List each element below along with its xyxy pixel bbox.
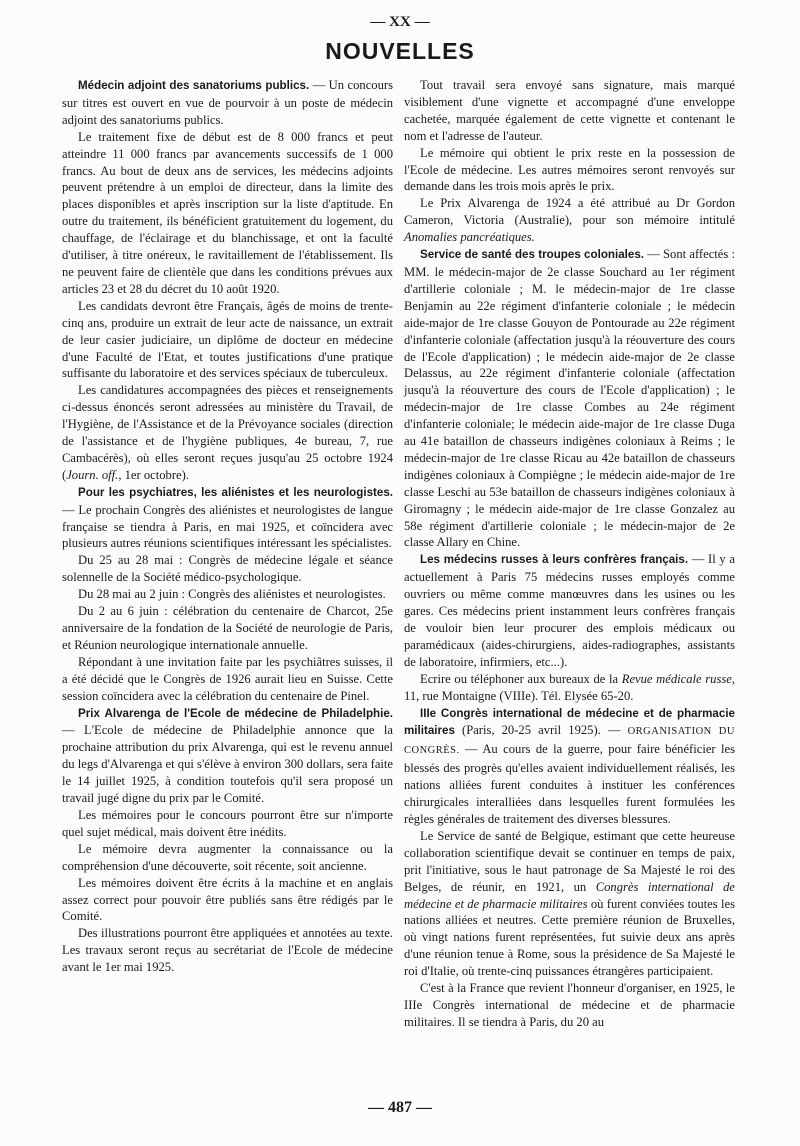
article-medecins-russes: Les médecins russes à leurs confrères français. — Il y a actuellement à Paris 75 médecins russes employés comme ouvriers ou même comme manœuvres dans les usines ou les gares. Ces médecins prient instamment leurs confrères français de vouloir bien leur procurer des emplois médicaux ou paramédicaux (aides-chirurgiens, aides-radiographes, assistants de laboratoire, infirmiers, etc...).	[404, 552, 735, 669]
paragraph: C'est à la France que revient l'honneur d'organiser, en 1925, le IIIe Congrès international de médecine et de pharmacie militaires. Il se tiendra à Paris, du 20 au	[404, 981, 735, 1029]
paragraph: Les mémoires doivent être écrits à la machine et en anglais assez correct pour pouvoir être publiés sans être rédigés par le Comité.	[62, 875, 393, 924]
heading-sanatoriums: Médecin adjoint des sanatoriums publics.	[78, 79, 310, 92]
paragraph: Le mémoire qui obtient le prix reste en la possession de l'Ecole de médecine. Les autres mémoires seront renvoyés sur demande dans les trois mois après le prix.	[404, 145, 735, 194]
article-congres-militaire: IIIe Congrès international de médecine et de pharmacie militaires (Paris, 20-25 avril 1925). — ORGANISATION DU CONGRÈS. — Au cours de la guerre, pour faire bénéficier les blessés des progrès qu'elles avaient individuellement réalisés, les nations alliées furent conduites à instituer les conférences chirurgicales interalliées dans lesquelles furent formulées les règles générales de traitement des diverses blessures.	[404, 706, 735, 826]
paragraph: Les mémoires pour le concours pourront être sur n'importe quel sujet médical, mais doivent être inédits.	[62, 807, 393, 839]
article-troupes-coloniales: Service de santé des troupes coloniales. — Sont affectés : MM. le médecin-major de 2e classe Souchard au 1er régiment d'artillerie coloniale ; M. le médecin-major de 1re classe Benjamin au 22e régiment d'infanterie coloniale ; le médecin aide-major de 1re classe Gouyon de Pontourade au 22e régiment d'infanterie coloniale (affectation jusqu'à la réouverture des cours de l'Ecole d'application) ; le médecin aide-major de 2e classe Delassus, au 22e régiment d'infanterie coloniale (affectation jusqu'à la réouverture des cours de l'Ecole d'application) ; le médecin-major de 1re classe Combes au 24e régiment d'infanterie coloniale; le médecin aide-major de 1re classe Duga au 41e bataillon de chasseurs indigènes coloniaux à Reims ; le médecin-major de 1re classe Ricau au 42e bataillon de chasseurs indigènes coloniaux à Compiègne ; le médecin aide-major de 1re classe Leschi au 53e bataillon de chasseurs indigènes coloniaux à Giromagny ; le médecin aide-major de 1re classe Gonzalez au 58e régiment d'artillerie coloniale ; le médecin-major de 2e classe Allary en Chine.	[404, 247, 735, 550]
page-roman-numeral: — XX —	[370, 14, 430, 30]
paragraph: Le mémoire devra augmenter la connaissance ou la compréhension d'une découverte, soit récente, soit ancienne.	[62, 841, 393, 873]
paragraph: Du 2 au 6 juin : célébration du centenaire de Charcot, 25e anniversaire de la fondation de la Société de neurologie de Paris, et Réunion neurologique internationale annuelle.	[62, 604, 393, 652]
page-number: — 487 —	[368, 1099, 432, 1116]
paragraph: Les candidats devront être Français, âgés de moins de trente-cinq ans, produire un extrait de leur acte de naissance, un extrait de leur casier judiciaire, un diplôme de docteur en médecine d'une Faculté de l'Etat, et toutes justifications d'une pratique suffisante du laboratoire et des services spéciaux de tuberculeux.	[62, 298, 393, 381]
heading-prix-alvarenga: Prix Alvarenga de l'Ecole de médecine de Philadelphie.	[78, 706, 393, 720]
paragraph: Des illustrations pourront être appliquées et annotées au texte. Les travaux seront reçus au secrétariat de l'Ecole de médecine avant le 1er mai 1925.	[62, 926, 393, 975]
right-column	[404, 77, 735, 1031]
paragraph: Du 28 mai au 2 juin : Congrès des aliénistes et neurologistes.	[78, 587, 386, 602]
paragraph: Tout travail sera envoyé sans signature, mais marqué visiblement d'une vignette et accompagné d'une enveloppe cachetée, marquée également de cette vignette et contenant le nom et l'adresse de l'auteur.	[404, 78, 735, 143]
heading-psychiatres: Pour les psychiatres, les aliénistes et les neurologistes.	[78, 485, 393, 499]
article-prix-alvarenga: Prix Alvarenga de l'Ecole de médecine de Philadelphie. — L'Ecole de médecine de Philadelphie annonce que la prochaine attribution du prix Alvarenga, qui est le revenu annuel du legs d'Alvarenga et qui s'élève à environ 300 dollars, sera faite le 14 juillet 1925, à condition toutefois qu'il sera proposé un travail jugé digne du prix par le Comité.	[62, 706, 393, 806]
paragraph: Du 25 au 28 mai : Congrès de médecine légale et séance solennelle de la Société médico-psychologique.	[62, 553, 393, 585]
page-title: NOUVELLES	[325, 38, 475, 64]
heading-congres-militaire: IIIe Congrès international de médecine et de pharmacie militaires	[404, 706, 735, 738]
left-column	[62, 77, 393, 976]
paragraph: Répondant à une invitation faite par les psychiâtres suisses, il a été décidé que le Congrès de 1926 aurait lieu en Suisse. Cette session coïncidera avec la célébration du centenaire de Pinel.	[62, 654, 393, 703]
paragraph: Le Service de santé de Belgique, estimant que cette heureuse collaboration scientifique devait se continuer en temps de paix, prit l'initiative, sous le haut patronage de Sa Majesté le roi des Belges, de réunir, en 1921, un Congrès international de médecine et de pharmacie militaires où furent conviées toutes les nations alliées et neutres. Cette première réunion de Bruxelles, où vingt nations furent représentées, fut suivie deux ans après d'une réunion tenue à Rome, sous la présidence de Sa Majesté le roi d'Italie, où trente-cinq puissances étrangères participaient.	[404, 828, 735, 979]
paragraph: Le traitement fixe de début est de 8 000 francs et peut atteindre 11 000 francs par avancements successifs de 1 000 francs. Au bout de deux ans de services, les médecins adjoints peuvent prétendre à un emploi de directeur, dans la limite des places disponibles et après inscription sur la liste d'aptitude. En outre du traitement, ils bénéficient gratuitement du logement, du chauffage, de l'éclairage et du blanchissage, et ont la faculté d'utiliser, à titre onéreux, le ravitaillement de l'établissement. Ils ne peuvent faire de clientèle que dans les conditions prévues aux articles 23 et 28 du décret du 10 août 1920.	[62, 129, 393, 296]
heading-medecins-russes: Les médecins russes à leurs confrères français.	[420, 553, 689, 567]
paragraph: Ecrire ou téléphoner aux bureaux de la Revue médicale russe, 11, rue Montaigne (VIIIe). Tél. Elysée 65-20.	[404, 671, 736, 703]
paragraph: Le Prix Alvarenga de 1924 a été attribué au Dr Gordon Cameron, Victoria (Australie), pour son mémoire intitulé Anomalies pancréatiques.	[404, 196, 735, 245]
heading-troupes-coloniales: Service de santé des troupes coloniales.	[420, 248, 644, 262]
article-sanatoriums: Médecin adjoint des sanatoriums publics. — Un concours sur titres est ouvert en vue de pourvoir à un poste de médecin adjoint des sanatoriums publics.	[62, 78, 393, 127]
article-psychiatres: Pour les psychiatres, les aliénistes et les neurologistes. — Le prochain Congrès des aliénistes et neurologistes de langue française se tiendra à Paris, en mai 1925, et coïncidera avec plusieurs autres réunions scientifiques intéressant les spécialistes.	[62, 485, 393, 551]
paragraph: Les candidatures accompagnées des pièces et renseignements ci-dessus énoncés seront adressées au ministère du Travail, de l'Hygiène, de l'Assistance et de la Prévoyance sociales (direction de l'assistance et de l'hygiène publiques, 4e bureau, 7, rue Cambacérès), où elles seront reçues jusqu'au 25 octobre 1924 (Journ. off., 1er octobre).	[62, 383, 393, 482]
